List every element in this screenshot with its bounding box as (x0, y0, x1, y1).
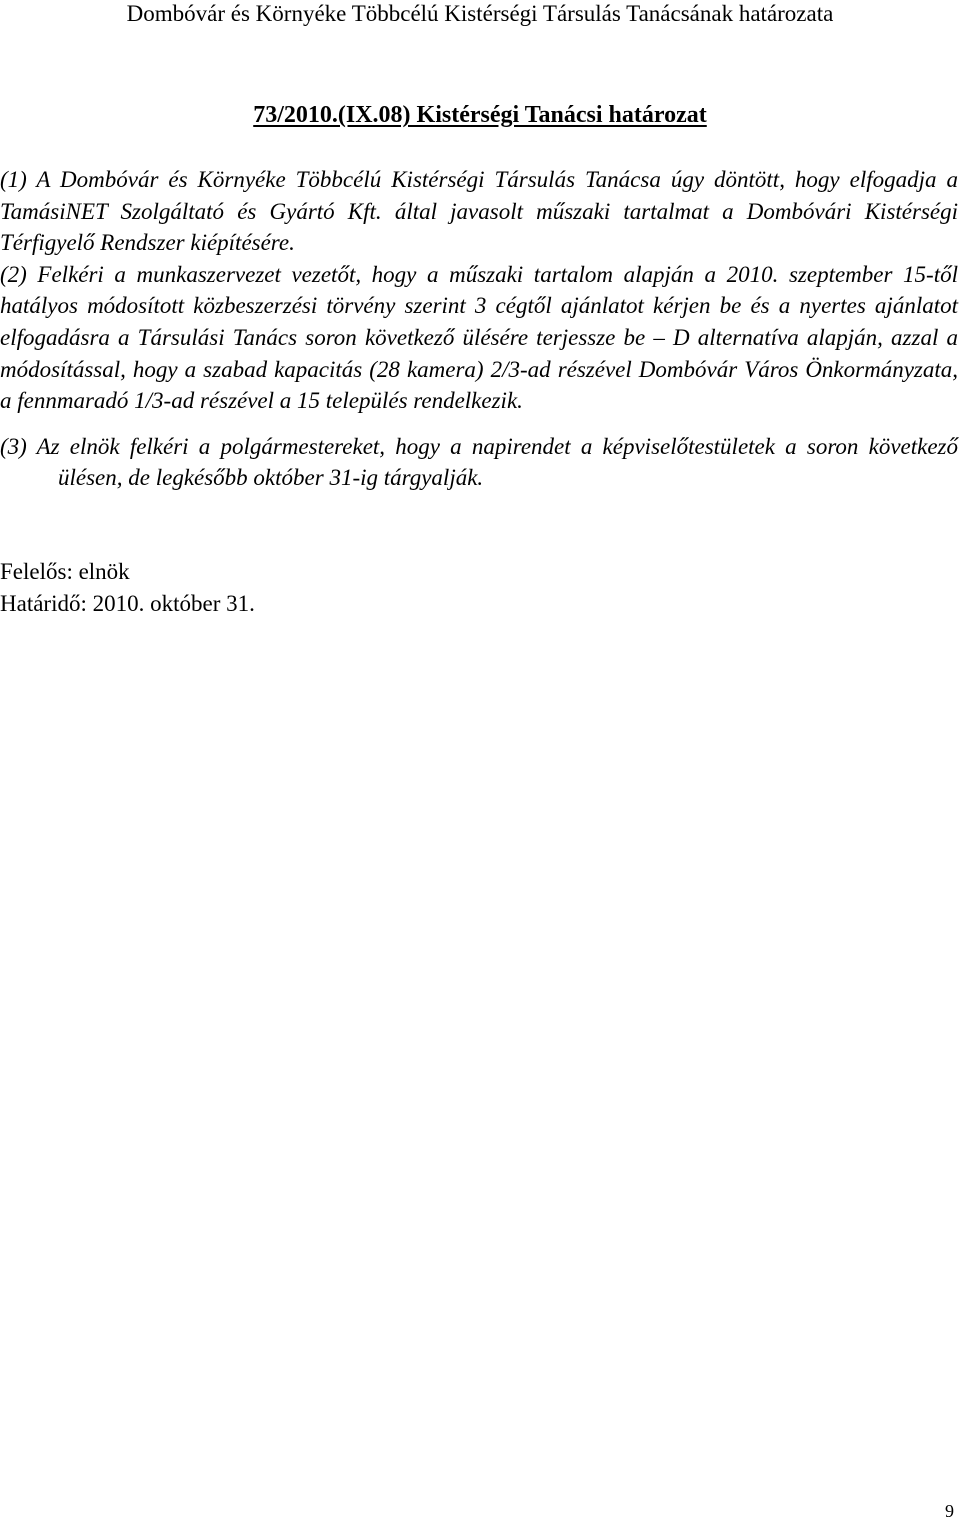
resolution-paragraph-1: (1) A Dombóvár és Környéke Többcélú Kistérségi Társulás Tanácsa úgy döntött, hogy elfogadja a TamásiNET Szolgáltató és Gyártó Kft. által javasolt műszaki tartalmat a Dombóvári Kistérségi Térfigyelő Rendszer kiépítésére. (0, 167, 958, 256)
resolution-paragraph-3: (3) Az elnök felkéri a polgármestereket, hogy a napirendet a képviselőtestületek a soron következő ülésen, de legkésőbb október 31-ig tárgyalják. (0, 433, 958, 491)
resolution-footer (0, 556, 255, 620)
resolution-body (0, 164, 958, 494)
page-number: 9 (945, 1501, 954, 1521)
responsible-line: Felelős: elnök (0, 559, 130, 584)
running-header: Dombóvár és Környéke Többcélú Kistérségi Társulás Tanácsának határozata (126, 1, 834, 26)
deadline-line: Határidő: 2010. október 31. (0, 591, 255, 616)
resolution-paragraph-2: (2) Felkéri a munkaszervezet vezetőt, hogy a műszaki tartalom alapján a 2010. szeptember 15-től hatályos módosított közbeszerzési törvény szerint 3 cégtől ajánlatot kérjen be és a nyertes ajánlatot elfogadásra a Társulási Tanács soron következő ülésére terjessze be – D alternatíva alapján, azzal a módosítással, hogy a szabad kapacitás (28 kamera) 2/3-ad részével Dombóvár Város Önkormányzata, a fennmaradó 1/3-ad részével a 15 település rendelkezik. (0, 261, 958, 414)
resolution-title: 73/2010.(IX.08) Kistérségi Tanácsi határozat (253, 102, 707, 128)
